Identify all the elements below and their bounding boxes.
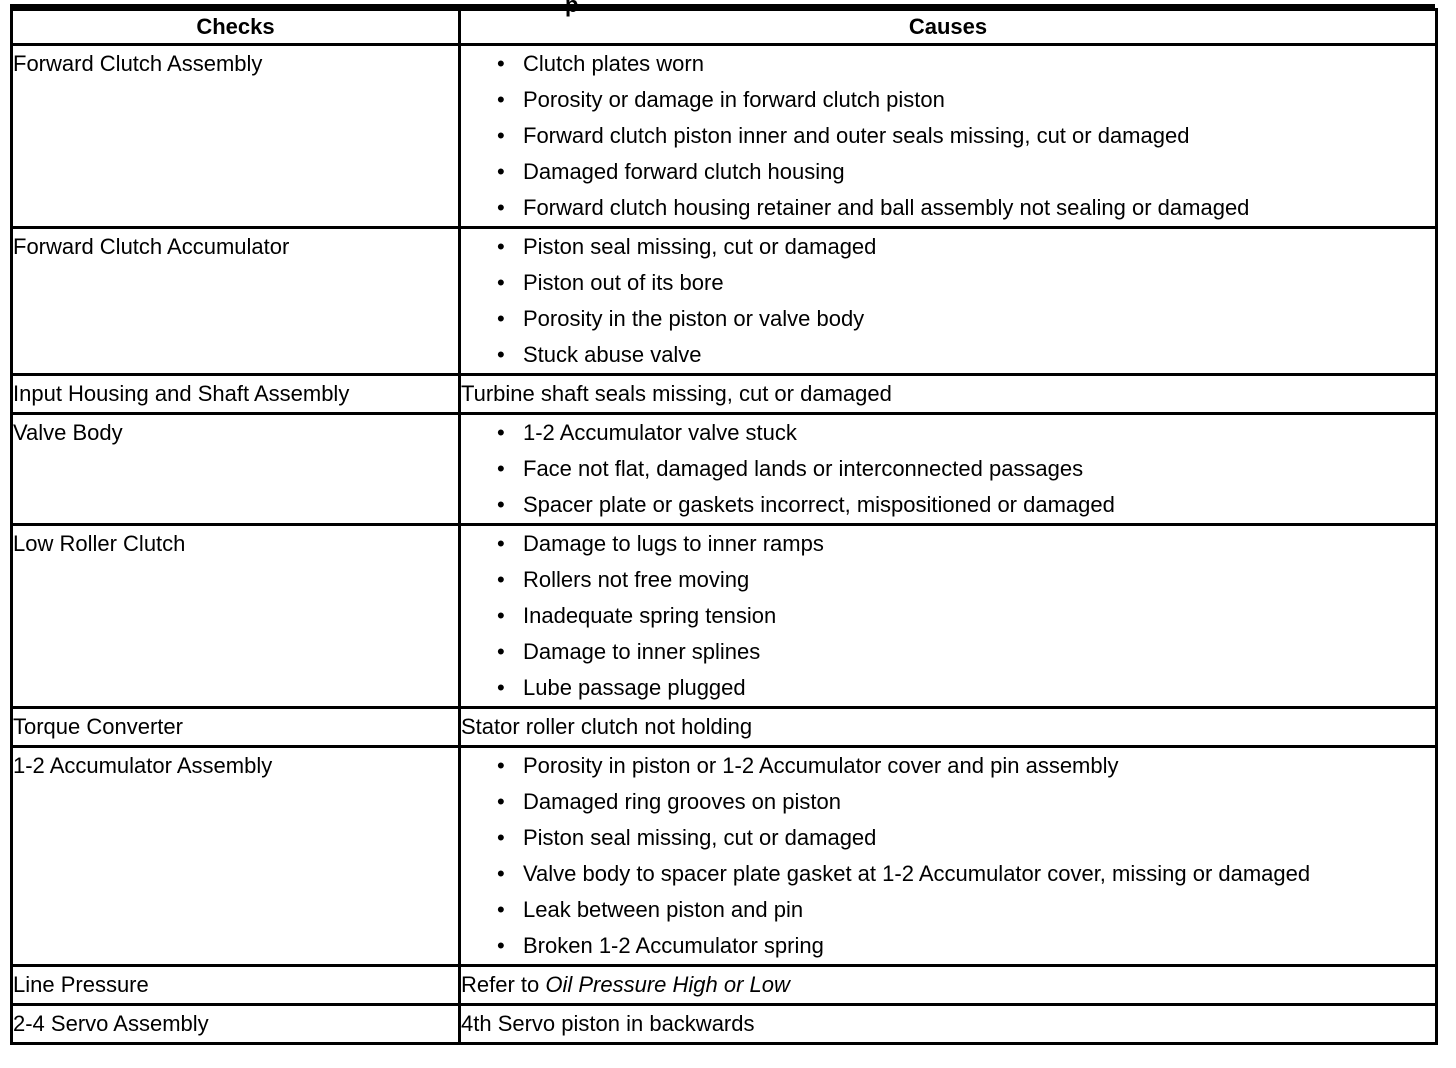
check-cell: Input Housing and Shaft Assembly — [12, 375, 460, 414]
cause-cell — [460, 1005, 1437, 1044]
cause-item: • Valve body to spacer plate gasket at 1-2 Accumulator cover, missing or damaged — [497, 856, 1435, 892]
check-cell: 2-4 Servo Assembly — [12, 1005, 460, 1044]
cause-item: • Forward clutch housing retainer and ball assembly not sealing or damaged — [497, 190, 1435, 226]
cause-reference-link[interactable]: Oil Pressure High or Low — [545, 972, 790, 997]
check-cell: Forward Clutch Accumulator — [12, 228, 460, 375]
cause-text: Stator roller clutch not holding — [461, 714, 753, 739]
table-row — [12, 45, 1437, 228]
cause-item: • Piston seal missing, cut or damaged — [497, 229, 1435, 265]
table-row — [12, 228, 1437, 375]
cause-item: • Face not flat, damaged lands or interconnected passages — [497, 451, 1435, 487]
cause-item: • Spacer plate or gaskets incorrect, mispositioned or damaged — [497, 487, 1435, 523]
cause-item: • Lube passage plugged — [497, 670, 1435, 706]
cause-cell — [460, 525, 1437, 708]
header-causes: Causes — [460, 10, 1437, 45]
cause-item: • Damaged ring grooves on piston — [497, 784, 1435, 820]
table-row — [12, 708, 1437, 747]
cause-item: • Damage to inner splines — [497, 634, 1435, 670]
cause-cell — [460, 228, 1437, 375]
cause-item: • Clutch plates worn — [497, 46, 1435, 82]
cause-item: • Inadequate spring tension — [497, 598, 1435, 634]
cause-cell — [460, 375, 1437, 414]
cause-cell — [460, 747, 1437, 966]
table-row — [12, 747, 1437, 966]
check-cell: Line Pressure — [12, 966, 460, 1005]
table-row — [12, 966, 1437, 1005]
cause-text: Turbine shaft seals missing, cut or damaged — [461, 381, 892, 406]
cause-cell — [460, 708, 1437, 747]
cropped-title: p — [565, 0, 579, 17]
table-header-row — [12, 10, 1437, 45]
checks-causes-table — [10, 8, 1438, 1045]
check-cell: 1-2 Accumulator Assembly — [12, 747, 460, 966]
cause-list — [497, 46, 1435, 226]
check-cell: Forward Clutch Assembly — [12, 45, 460, 228]
cause-item: • Forward clutch piston inner and outer seals missing, cut or damaged — [497, 118, 1435, 154]
cause-item: • Rollers not free moving — [497, 562, 1435, 598]
cause-list — [497, 748, 1435, 964]
table-row — [12, 525, 1437, 708]
cause-reference — [461, 967, 790, 1003]
table-row — [12, 414, 1437, 525]
cause-item: • Damage to lugs to inner ramps — [497, 526, 1435, 562]
cause-item: • Porosity or damage in forward clutch piston — [497, 82, 1435, 118]
header-checks: Checks — [12, 10, 460, 45]
cause-item: • Piston out of its bore — [497, 265, 1435, 301]
cause-list — [497, 229, 1435, 373]
cause-item: • Damaged forward clutch housing — [497, 154, 1435, 190]
cause-list — [497, 415, 1435, 523]
cause-reference-prefix: Refer to — [461, 972, 546, 997]
check-cell: Low Roller Clutch — [12, 525, 460, 708]
cause-item: • 1-2 Accumulator valve stuck — [497, 415, 1435, 451]
cause-item: • Leak between piston and pin — [497, 892, 1435, 928]
cause-text: 4th Servo piston in backwards — [461, 1011, 755, 1036]
table-row — [12, 375, 1437, 414]
cause-item: • Porosity in the piston or valve body — [497, 301, 1435, 337]
table-row — [12, 1005, 1437, 1044]
cause-item: • Porosity in piston or 1-2 Accumulator cover and pin assembly — [497, 748, 1435, 784]
cause-item: • Piston seal missing, cut or damaged — [497, 820, 1435, 856]
check-cell: Valve Body — [12, 414, 460, 525]
table-body — [12, 45, 1437, 1044]
check-cell: Torque Converter — [12, 708, 460, 747]
cause-cell — [460, 966, 1437, 1005]
cause-list — [497, 526, 1435, 706]
cause-cell — [460, 45, 1437, 228]
cause-cell — [460, 414, 1437, 525]
cause-item: • Stuck abuse valve — [497, 337, 1435, 373]
cause-item: • Broken 1-2 Accumulator spring — [497, 928, 1435, 964]
